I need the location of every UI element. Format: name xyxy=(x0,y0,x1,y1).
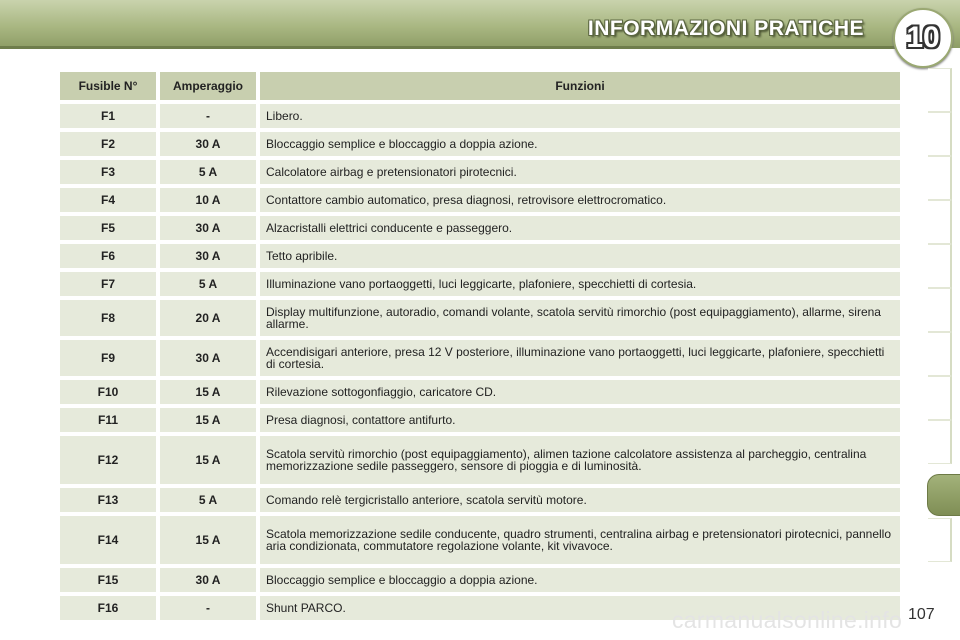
chapter-tab[interactable] xyxy=(928,518,952,562)
table-row xyxy=(60,104,900,128)
table-row xyxy=(60,516,900,564)
amperage-cell: 20 A xyxy=(160,300,256,336)
table-row xyxy=(60,132,900,156)
function-cell: Display multifunzione, autoradio, comandi volante, scatola servitù rimorchio (post equipaggiamento), allarme, sirena allarme. xyxy=(260,300,900,336)
function-cell: Alzacristalli elettrici conducente e passeggero. xyxy=(260,216,900,240)
amperage-cell: - xyxy=(160,596,256,620)
fuse-number-cell: F15 xyxy=(60,568,156,592)
chapter-tab[interactable] xyxy=(928,332,952,376)
amperage-cell: 30 A xyxy=(160,568,256,592)
fuse-number-cell: F12 xyxy=(60,436,156,484)
table-row xyxy=(60,300,900,336)
table-row xyxy=(60,436,900,484)
chapter-tab[interactable] xyxy=(928,376,952,420)
chapter-tab[interactable] xyxy=(928,244,952,288)
fuse-number-cell: F16 xyxy=(60,596,156,620)
column-header-fuse-number: Fusible N° xyxy=(60,72,156,100)
amperage-cell: 30 A xyxy=(160,244,256,268)
amperage-cell: 15 A xyxy=(160,436,256,484)
amperage-cell: 10 A xyxy=(160,188,256,212)
function-cell: Rilevazione sottogonfiaggio, caricatore CD. xyxy=(260,380,900,404)
chapter-tab[interactable] xyxy=(928,288,952,332)
amperage-cell: 15 A xyxy=(160,380,256,404)
chapter-badge xyxy=(893,8,953,68)
header-divider xyxy=(0,46,900,49)
page-number: 107 xyxy=(908,606,935,623)
fuse-number-cell: F7 xyxy=(60,272,156,296)
table-row xyxy=(60,568,900,592)
function-cell: Contattore cambio automatico, presa diagnosi, retrovisore elettrocromatico. xyxy=(260,188,900,212)
page-title: INFORMAZIONI PRATICHE xyxy=(587,17,864,40)
function-cell: Bloccaggio semplice e bloccaggio a doppia azione. xyxy=(260,132,900,156)
amperage-cell: 30 A xyxy=(160,340,256,376)
fuse-number-cell: F5 xyxy=(60,216,156,240)
chapter-tab[interactable] xyxy=(928,200,952,244)
table-row xyxy=(60,488,900,512)
chapter-tab[interactable] xyxy=(928,112,952,156)
fuse-number-cell: F4 xyxy=(60,188,156,212)
fuse-number-cell: F1 xyxy=(60,104,156,128)
table-row xyxy=(60,340,900,376)
table-row xyxy=(60,272,900,296)
fuse-number-cell: F9 xyxy=(60,340,156,376)
chapter-number: 10 xyxy=(906,21,940,54)
fuse-number-cell: F10 xyxy=(60,380,156,404)
table-row xyxy=(60,216,900,240)
amperage-cell: 5 A xyxy=(160,272,256,296)
fuse-number-cell: F11 xyxy=(60,408,156,432)
table-row xyxy=(60,160,900,184)
amperage-cell: 30 A xyxy=(160,216,256,240)
table-row xyxy=(60,188,900,212)
fuse-number-cell: F14 xyxy=(60,516,156,564)
amperage-cell: 15 A xyxy=(160,408,256,432)
column-header-functions: Funzioni xyxy=(260,72,900,100)
table-header-row xyxy=(60,72,900,100)
function-cell: Accendisigari anteriore, presa 12 V posteriore, illuminazione vano portaoggetti, luci leggicarte, plafoniere, specchietti di cortesia. xyxy=(260,340,900,376)
function-cell: Libero. xyxy=(260,104,900,128)
table-row xyxy=(60,244,900,268)
function-cell: Shunt PARCO. xyxy=(260,596,900,620)
table-row xyxy=(60,380,900,404)
chapter-tab[interactable] xyxy=(928,68,952,112)
function-cell: Scatola memorizzazione sedile conducente, quadro strumenti, centralina airbag e pretensionatori pirotecnici, pannello aria condizionata, commutatore regolazione volante, kit vivavoce. xyxy=(260,516,900,564)
function-cell: Presa diagnosi, contattore antifurto. xyxy=(260,408,900,432)
fuse-rows xyxy=(60,104,900,620)
function-cell: Scatola servitù rimorchio (post equipaggiamento), alimen tazione calcolatore assistenza al parcheggio, centralina memorizzazione sedile passeggero, sensore di pioggia e di luminosità. xyxy=(260,436,900,484)
amperage-cell: 5 A xyxy=(160,488,256,512)
function-cell: Bloccaggio semplice e bloccaggio a doppia azione. xyxy=(260,568,900,592)
function-cell: Tetto apribile. xyxy=(260,244,900,268)
function-cell: Illuminazione vano portaoggetti, luci leggicarte, plafoniere, specchietti di cortesia. xyxy=(260,272,900,296)
function-cell: Calcolatore airbag e pretensionatori pirotecnici. xyxy=(260,160,900,184)
amperage-cell: 5 A xyxy=(160,160,256,184)
amperage-cell: 30 A xyxy=(160,132,256,156)
fuse-number-cell: F13 xyxy=(60,488,156,512)
chapter-tab-active[interactable] xyxy=(927,474,960,516)
amperage-cell: - xyxy=(160,104,256,128)
table-row xyxy=(60,408,900,432)
watermark: carmanualsonline.info xyxy=(672,607,903,633)
fuse-number-cell: F3 xyxy=(60,160,156,184)
function-cell: Comando relè tergicristallo anteriore, scatola servitù motore. xyxy=(260,488,900,512)
chapter-tab[interactable] xyxy=(928,420,952,464)
fuse-table xyxy=(56,68,904,624)
amperage-cell: 15 A xyxy=(160,516,256,564)
fuse-number-cell: F8 xyxy=(60,300,156,336)
fuse-number-cell: F2 xyxy=(60,132,156,156)
column-header-amperage: Amperaggio xyxy=(160,72,256,100)
chapter-tab[interactable] xyxy=(928,156,952,200)
fuse-number-cell: F6 xyxy=(60,244,156,268)
